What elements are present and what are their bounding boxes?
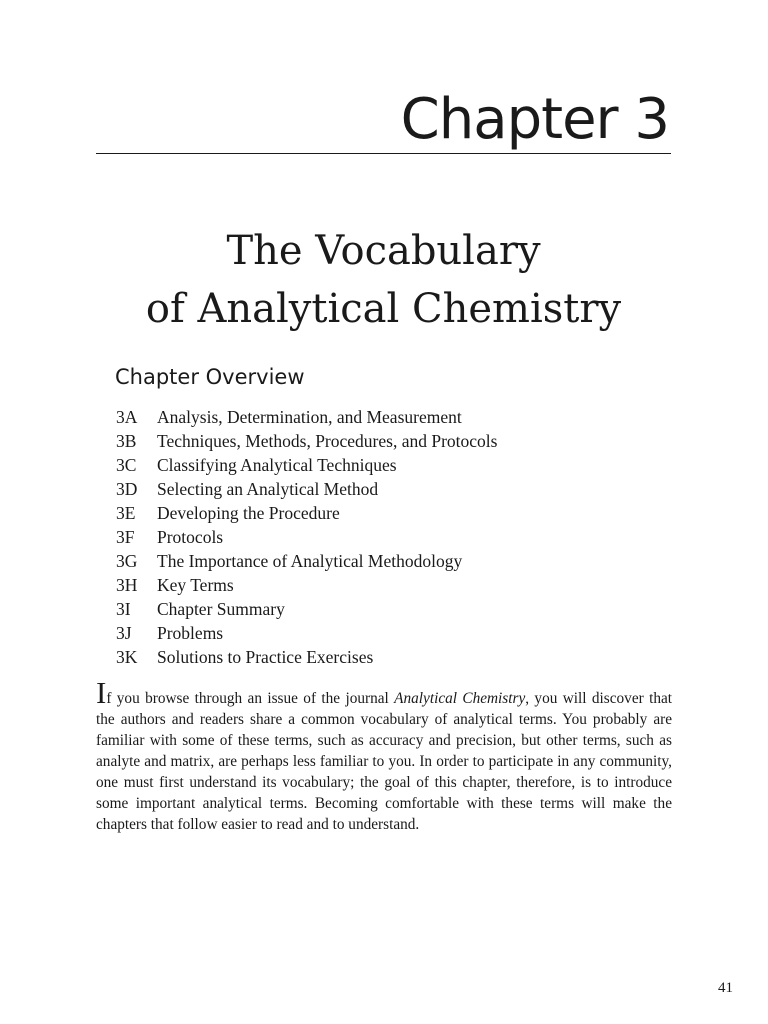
overview-item bbox=[116, 525, 676, 549]
overview-item-code: 3D bbox=[116, 479, 138, 499]
overview-item-title: Key Terms bbox=[157, 575, 234, 595]
journal-name: Analytical Chemistry bbox=[394, 690, 526, 707]
overview-item-title: Solutions to Practice Exercises bbox=[157, 647, 374, 667]
overview-item-title: Techniques, Methods, Procedures, and Protocols bbox=[157, 431, 498, 451]
intro-paragraph bbox=[96, 675, 673, 835]
overview-item-title: Chapter Summary bbox=[157, 599, 285, 619]
intro-text-after: , you will discover that the authors and readers share a common vocabulary of analytical terms. You probably are familiar with some of these terms, such as accuracy and precision, but other terms, such as analyte and matrix, are perhaps less familiar to you. In order to participate in any community, one must first understand its vocabulary; the goal of this chapter, therefore, is to introduce some important analytical terms. Becoming comfortable with these terms will make the chapters that follow easier to read and to understand. bbox=[96, 690, 673, 833]
page-number: 41 bbox=[718, 980, 733, 996]
overview-item-title: Developing the Procedure bbox=[157, 503, 340, 523]
overview-item-code: 3C bbox=[116, 455, 137, 475]
overview-item bbox=[116, 573, 676, 597]
chapter-title bbox=[96, 222, 671, 338]
overview-item-code: 3B bbox=[116, 431, 137, 451]
intro-text-before: f you browse through an issue of the journal bbox=[106, 690, 395, 707]
overview-item-title: Selecting an Analytical Method bbox=[157, 479, 379, 499]
overview-item bbox=[116, 501, 676, 525]
overview-item bbox=[116, 645, 676, 669]
chapter-overview-list bbox=[116, 405, 676, 669]
overview-item-title: Analysis, Determination, and Measurement bbox=[157, 407, 462, 427]
overview-item bbox=[116, 597, 676, 621]
overview-item-code: 3H bbox=[116, 575, 138, 595]
overview-item bbox=[116, 453, 676, 477]
overview-item-code: 3G bbox=[116, 551, 138, 571]
overview-item bbox=[116, 549, 676, 573]
overview-item-title: Protocols bbox=[157, 527, 224, 547]
overview-item-code: 3J bbox=[116, 623, 132, 643]
overview-item-title: Classifying Analytical Techniques bbox=[157, 455, 397, 475]
drop-cap: I bbox=[96, 675, 107, 710]
overview-heading: Chapter Overview bbox=[115, 365, 305, 389]
overview-item-code: 3K bbox=[116, 647, 138, 667]
overview-item bbox=[116, 477, 676, 501]
overview-item-title: Problems bbox=[157, 623, 224, 643]
overview-item-code: 3I bbox=[116, 599, 131, 619]
chapter-title-line-2: of Analytical Chemistry bbox=[145, 286, 622, 332]
overview-item bbox=[116, 405, 676, 429]
overview-item-code: 3A bbox=[116, 407, 138, 427]
chapter-rule bbox=[96, 153, 671, 154]
chapter-title-line-1: The Vocabulary bbox=[226, 228, 541, 274]
chapter-label: Chapter 3 bbox=[400, 87, 669, 152]
overview-item bbox=[116, 429, 676, 453]
overview-item-code: 3F bbox=[116, 527, 135, 547]
overview-item-code: 3E bbox=[116, 503, 136, 523]
overview-item-title: The Importance of Analytical Methodology bbox=[157, 551, 463, 571]
overview-item bbox=[116, 621, 676, 645]
